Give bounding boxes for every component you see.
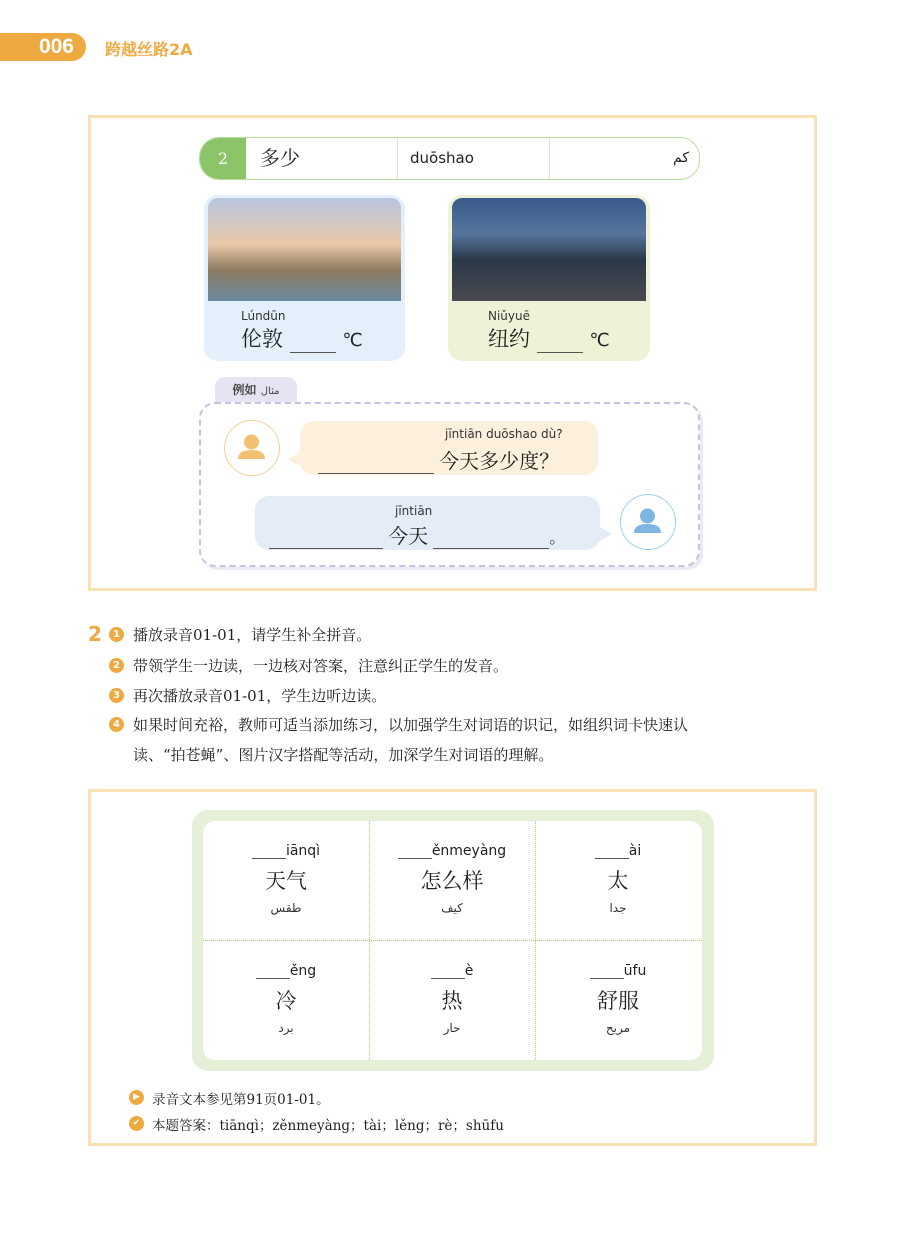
user-icon	[621, 495, 674, 548]
bubble-tail	[288, 451, 302, 467]
word-card	[203, 821, 369, 940]
word-hanzi: 舒服	[597, 989, 639, 1013]
answer-blank	[256, 965, 290, 979]
answer-note: 本题答案：tiānqì；zěnmeyàng；tài；lěng；rè；shūfu	[152, 1118, 504, 1134]
step-number: 1	[109, 627, 124, 642]
word-card	[369, 941, 535, 1060]
check-icon: ✔	[129, 1116, 144, 1131]
vocab-row	[199, 137, 700, 180]
audio-note: 录音文本参见第91页01-01。	[152, 1092, 330, 1108]
word-hanzi: 太	[607, 869, 629, 893]
celsius-unit: ℃	[589, 330, 610, 351]
word-arabic: برد	[278, 1021, 294, 1035]
word-arabic: مريح	[605, 1021, 631, 1035]
instruction-item: 再次播放录音01-01，学生边听边读。	[133, 687, 387, 705]
word-hanzi: 怎么样	[420, 869, 484, 893]
question-bubble	[300, 421, 598, 475]
word-arabic: حار	[443, 1021, 461, 1035]
word-grid-inner	[203, 821, 702, 1060]
city-hanzi: 纽约	[488, 327, 530, 351]
instruction-item-cont: 读、“拍苍蝇”、图片汉字搭配等活动，加深学生对词语的理解。	[133, 746, 554, 764]
city-card-newyork	[448, 195, 650, 361]
city-pinyin: Niǔyuē	[488, 309, 531, 323]
example-tag-cn: 例如	[232, 383, 257, 397]
answer-blank	[590, 965, 624, 979]
word-card	[369, 821, 535, 940]
word-pinyin: ěng	[289, 963, 317, 979]
step-number: 2	[109, 658, 124, 673]
word-card	[535, 821, 701, 940]
word-pinyin: è	[464, 963, 474, 979]
answer-blank	[595, 845, 629, 859]
answer-blank	[252, 845, 286, 859]
word-grid	[192, 810, 714, 1071]
vocab-arabic: كم	[549, 138, 700, 179]
answer-blank	[431, 965, 465, 979]
city-hanzi: 伦敦	[241, 327, 283, 351]
vocab-number: 2	[200, 138, 246, 179]
word-arabic: طقس	[270, 901, 302, 915]
answer-blank	[433, 529, 549, 549]
city-card-london	[204, 195, 405, 361]
vocab-pinyin: duōshao	[397, 138, 549, 179]
answer-pinyin: jīntiān	[395, 504, 433, 518]
avatar-left	[224, 420, 280, 476]
answer-hanzi: 今天	[388, 524, 429, 548]
city-line	[488, 323, 610, 353]
step-number: 4	[109, 717, 124, 732]
city-line	[241, 323, 363, 353]
section-number: 2	[88, 622, 102, 646]
step-number: 3	[109, 688, 124, 703]
word-card	[535, 941, 701, 1060]
page-number: 006	[0, 33, 86, 61]
london-photo	[208, 198, 401, 301]
word-hanzi: 冷	[275, 989, 297, 1013]
question-pinyin: jīntiān duōshao dù?	[445, 427, 563, 441]
answer-end: 。	[549, 528, 566, 547]
example-tag	[215, 377, 297, 403]
instruction-item: 带领学生一边读，一边核对答案，注意纠正学生的发音。	[133, 657, 509, 675]
word-card	[203, 941, 369, 1060]
word-pinyin: ūfu	[623, 963, 647, 979]
celsius-unit: ℃	[342, 330, 363, 351]
city-pinyin: Lúndūn	[241, 309, 286, 323]
instruction-item: 播放录音01-01，请学生补全拼音。	[133, 626, 372, 644]
avatar-right	[620, 494, 676, 550]
answer-blank	[269, 529, 383, 549]
question-hanzi: 今天多少度？	[439, 449, 560, 473]
play-icon: ▶	[129, 1090, 144, 1105]
book-title: 跨越丝路2A	[105, 40, 193, 59]
answer-bubble	[255, 496, 600, 550]
vocab-hanzi: 多少	[260, 146, 300, 170]
word-arabic: جدا	[609, 901, 627, 915]
question-line	[318, 445, 559, 474]
word-pinyin: iānqì	[285, 843, 321, 859]
word-hanzi: 热	[441, 989, 463, 1013]
answer-blank	[290, 333, 336, 353]
answer-line	[269, 520, 565, 549]
answer-blank	[398, 845, 432, 859]
newyork-photo	[452, 198, 646, 301]
word-hanzi: 天气	[265, 869, 307, 893]
instruction-item: 如果时间充裕，教师可适当添加练习，以加强学生对词语的识记，如组织词卡快速认	[133, 716, 689, 734]
word-pinyin: ěnmeyàng	[431, 843, 507, 859]
word-pinyin: ài	[628, 843, 642, 859]
bubble-tail	[598, 526, 612, 542]
word-arabic: كيف	[441, 901, 463, 915]
example-tag-ar: مثال	[260, 386, 280, 397]
answer-blank	[537, 333, 583, 353]
answer-blank	[318, 454, 434, 474]
user-icon	[225, 421, 278, 474]
